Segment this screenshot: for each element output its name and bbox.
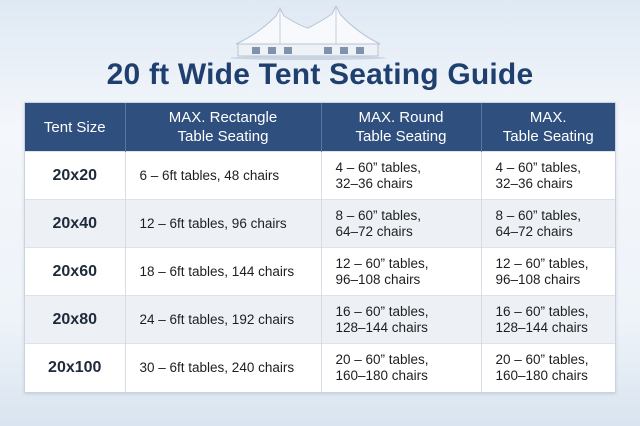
header-max-seating: MAX. Table Seating: [481, 103, 615, 152]
table-row: [25, 296, 615, 344]
header-round-seating: MAX. Round Table Seating: [321, 103, 481, 152]
tent-size-cell: 20x20: [25, 152, 125, 200]
round-seating-cell: 20 – 60” tables, 160–180 chairs: [321, 344, 481, 392]
rectangle-seating-cell: 24 – 6ft tables, 192 chairs: [125, 296, 321, 344]
header-tent-size: Tent Size: [25, 103, 125, 152]
tent-size-cell: 20x100: [25, 344, 125, 392]
table-row: [25, 248, 615, 296]
tent-size-cell: 20x80: [25, 296, 125, 344]
max-seating-cell: 16 – 60” tables, 128–144 chairs: [481, 296, 615, 344]
table-row: [25, 152, 615, 200]
tent-size-cell: 20x60: [25, 248, 125, 296]
rectangle-seating-cell: 30 – 6ft tables, 240 chairs: [125, 344, 321, 392]
table-row: [25, 344, 615, 392]
rectangle-seating-cell: 18 – 6ft tables, 144 chairs: [125, 248, 321, 296]
rectangle-seating-cell: 6 – 6ft tables, 48 chairs: [125, 152, 321, 200]
round-seating-cell: 8 – 60” tables, 64–72 chairs: [321, 200, 481, 248]
page-title: 20 ft Wide Tent Seating Guide: [106, 58, 534, 91]
max-seating-cell: 4 – 60” tables, 32–36 chairs: [481, 152, 615, 200]
rectangle-seating-cell: 12 – 6ft tables, 96 chairs: [125, 200, 321, 248]
max-seating-cell: 8 – 60” tables, 64–72 chairs: [481, 200, 615, 248]
seating-table: [24, 102, 616, 393]
round-seating-cell: 12 – 60” tables, 96–108 chairs: [321, 248, 481, 296]
header-rectangle-seating: MAX. Rectangle Table Seating: [125, 103, 321, 152]
table-header-row: [25, 103, 615, 152]
round-seating-cell: 4 – 60” tables, 32–36 chairs: [321, 152, 481, 200]
tent-size-cell: 20x40: [25, 200, 125, 248]
tent-illustration: [228, 4, 388, 60]
table-row: [25, 200, 615, 248]
max-seating-cell: 12 – 60” tables, 96–108 chairs: [481, 248, 615, 296]
round-seating-cell: 16 – 60” tables, 128–144 chairs: [321, 296, 481, 344]
max-seating-cell: 20 – 60” tables, 160–180 chairs: [481, 344, 615, 392]
